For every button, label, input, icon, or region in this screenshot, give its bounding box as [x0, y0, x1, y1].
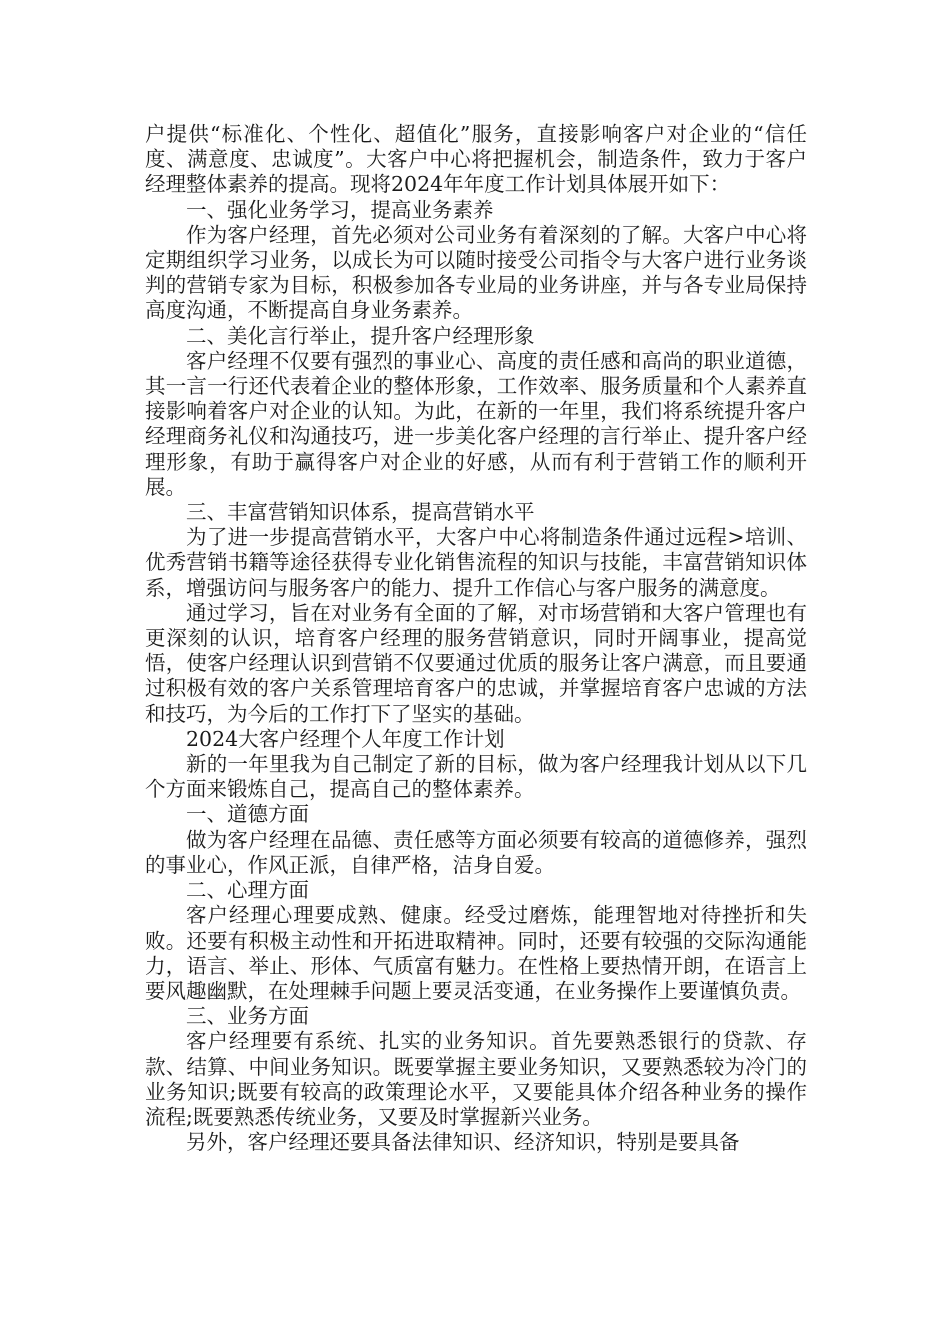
paragraph: 为了进一步提高营销水平，大客户中心将制造条件通过远程>培训、优秀营销书籍等途径获得专业化销售流程的知识与技能，丰富营销知识体系，增强访问与服务客户的能力、提升工作信心与客户服务的满意度。: [145, 525, 807, 600]
document-body: [145, 122, 807, 1155]
section-heading: 三、业务方面: [186, 1004, 309, 1029]
section-heading: 二、美化言行举止，提升客户经理形象: [186, 323, 535, 348]
paragraph: 另外，客户经理还要具备法律知识、经济知识，特别是要具备: [186, 1130, 740, 1155]
paragraph: 做为客户经理在品德、责任感等方面必须要有较高的道德修养，强烈的事业心，作风正派，自律严格，洁身自爱。: [145, 827, 807, 877]
paragraph: 户提供“标准化、个性化、超值化”服务，直接影响客户对企业的“信任度、满意度、忠诚度”。大客户中心将把握机会，制造条件，致力于客户经理整体素养的提高。现将2024年年度工作计划具体展开如下：: [145, 122, 807, 197]
section-heading: 一、强化业务学习，提高业务素养: [186, 197, 494, 222]
section-heading: 二、心理方面: [186, 878, 309, 903]
paragraph: 新的一年里我为自己制定了新的目标，做为客户经理我计划从以下几个方面来锻炼自己，提高自己的整体素养。: [145, 752, 807, 802]
document-subtitle: 2024大客户经理个人年度工作计划: [186, 726, 505, 751]
paragraph: 通过学习，旨在对业务有全面的了解，对市场营销和大客户管理也有更深刻的认识，培育客户经理的服务营销意识，同时开阔事业，提高觉悟，使客户经理认识到营销不仅要通过优质的服务让客户满意，而且要通过积极有效的客户关系管理培育客户的忠诚，并掌握培育客户忠诚的方法和技巧，为今后的工作打下了坚实的基础。: [145, 600, 807, 726]
paragraph: 客户经理心理要成熟、健康。经受过磨炼，能理智地对待挫折和失败。还要有积极主动性和开拓进取精神。同时，还要有较强的交际沟通能力，语言、举止、形体、气质富有魅力。在性格上要热情开朗，在语言上要风趣幽默，在处理棘手问题上要灵活变通，在业务操作上要谨慎负责。: [145, 903, 807, 1003]
section-heading: 三、丰富营销知识体系，提高营销水平: [186, 500, 535, 525]
paragraph: 作为客户经理，首先必须对公司业务有着深刻的了解。大客户中心将定期组织学习业务，以成长为可以随时接受公司指令与大客户进行业务谈判的营销专家为目标，积极参加各专业局的业务讲座，并与各专业局保持高度沟通，不断提高自身业务素养。: [145, 222, 807, 323]
paragraph: 客户经理不仅要有强烈的事业心、高度的责任感和高尚的职业道德，其一言一行还代表着企业的整体形象，工作效率、服务质量和个人素养直接影响着客户对企业的认知。为此，在新的一年里，我们将系统提升客户经理商务礼仪和沟通技巧，进一步美化客户经理的言行举止、提升客户经理形象，有助于赢得客户对企业的好感，从而有利于营销工作的顺利开展。: [145, 348, 807, 499]
section-heading: 一、道德方面: [186, 802, 309, 827]
paragraph: 客户经理要有系统、扎实的业务知识。首先要熟悉银行的贷款、存款、结算、中间业务知识。既要掌握主要业务知识，又要熟悉较为冷门的业务知识;既要有较高的政策理论水平，又要能具体介绍各种业务的操作流程;既要熟悉传统业务，又要及时掌握新兴业务。: [145, 1029, 807, 1129]
